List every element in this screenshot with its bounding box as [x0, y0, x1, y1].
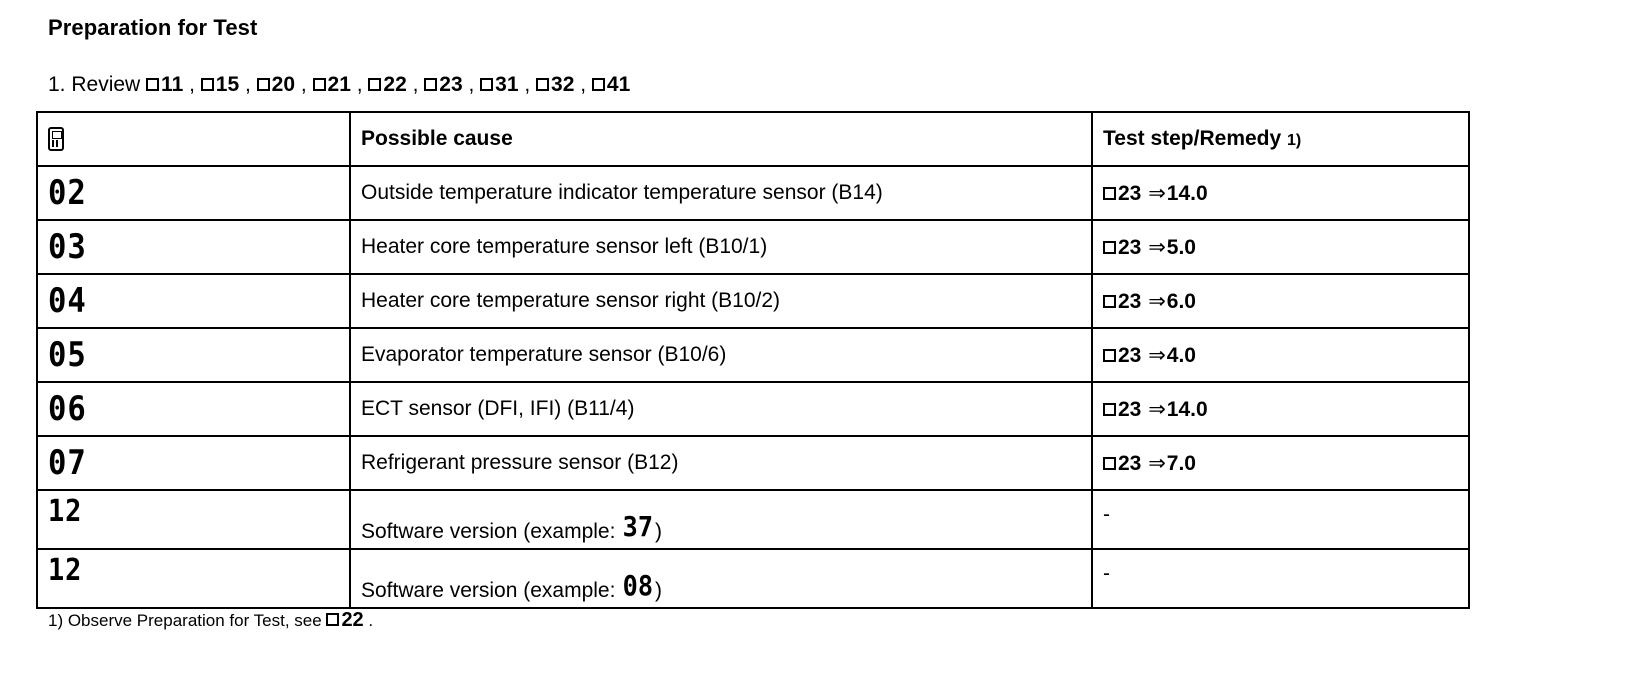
- table-row: [37, 328, 1469, 382]
- fault-code: 07: [48, 443, 87, 483]
- document-ref-icon: [1103, 295, 1116, 308]
- possible-cause: Software version (example: 08): [350, 549, 1092, 608]
- document-ref-icon: [313, 78, 326, 91]
- review-ref-23[interactable]: 23: [424, 73, 462, 96]
- document-ref-icon: [201, 78, 214, 91]
- table-row: [37, 382, 1469, 436]
- remedy-link[interactable]: 23 ⇒7.0: [1103, 452, 1196, 475]
- arrow-right-icon: ⇒: [1142, 289, 1166, 313]
- review-refs: 11 , 15 , 20 , 21 , 22 , 23 , 31 , 32 , 41: [146, 73, 630, 96]
- possible-cause: Software version (example: 37): [350, 490, 1092, 549]
- fault-code: 05: [48, 335, 87, 375]
- remedy-cell: [1092, 549, 1469, 608]
- table-row: [37, 220, 1469, 274]
- arrow-right-icon: ⇒: [1142, 451, 1166, 475]
- footnote-text: 1) Observe Preparation for Test, see: [48, 611, 327, 630]
- fault-code: 12: [48, 494, 83, 529]
- fault-code: 02: [48, 173, 87, 213]
- review-ref-22[interactable]: 22: [368, 73, 406, 96]
- remedy-cell: [1092, 490, 1469, 549]
- fault-code-cell: [37, 220, 350, 274]
- table-row: [37, 166, 1469, 220]
- review-ref-32[interactable]: 32: [536, 73, 574, 96]
- document-ref-icon: [326, 613, 339, 626]
- remedy-cell: [1092, 436, 1469, 490]
- header-code-cell: [37, 112, 350, 166]
- review-ref-31[interactable]: 31: [480, 73, 518, 96]
- fault-code-cell: [37, 436, 350, 490]
- document-ref-icon: [368, 78, 381, 91]
- table-row: [37, 490, 1469, 549]
- footnote: [48, 609, 373, 632]
- example-display: 08: [622, 569, 654, 602]
- diagnostic-tester-icon: [48, 127, 64, 151]
- remedy-cell: [1092, 274, 1469, 328]
- fault-code: 12: [48, 553, 83, 588]
- review-ref-21[interactable]: 21: [313, 73, 351, 96]
- diagnosis-table: [36, 111, 1470, 609]
- remedy-cell: [1092, 328, 1469, 382]
- possible-cause: Outside temperature indicator temperature sensor (B14): [350, 166, 1092, 220]
- fault-code: 06: [48, 389, 87, 429]
- possible-cause: Evaporator temperature sensor (B10/6): [350, 328, 1092, 382]
- fault-code-cell: [37, 274, 350, 328]
- document-ref-icon: [1103, 241, 1116, 254]
- remedy-link[interactable]: 23 ⇒4.0: [1103, 344, 1196, 367]
- remedy-cell: [1092, 166, 1469, 220]
- table-row: [37, 274, 1469, 328]
- possible-cause: Heater core temperature sensor right (B10/2): [350, 274, 1092, 328]
- possible-cause: Refrigerant pressure sensor (B12): [350, 436, 1092, 490]
- header-remedy-note: 1): [1287, 132, 1302, 149]
- header-remedy: [1092, 112, 1469, 166]
- fault-code-cell: [37, 382, 350, 436]
- review-line: [48, 73, 630, 97]
- document-ref-icon: [424, 78, 437, 91]
- arrow-right-icon: ⇒: [1142, 343, 1166, 367]
- document-ref-icon: [1103, 457, 1116, 470]
- document-ref-icon: [536, 78, 549, 91]
- remedy-link[interactable]: 23 ⇒5.0: [1103, 236, 1196, 259]
- document-ref-icon: [1103, 187, 1116, 200]
- fault-code-cell: [37, 490, 350, 549]
- review-ref-15[interactable]: 15: [201, 73, 239, 96]
- document-ref-icon: [1103, 403, 1116, 416]
- footnote-end: .: [363, 611, 374, 630]
- arrow-right-icon: ⇒: [1142, 235, 1166, 259]
- fault-code: 04: [48, 281, 87, 321]
- possible-cause: ECT sensor (DFI, IFI) (B11/4): [350, 382, 1092, 436]
- fault-code: 03: [48, 227, 87, 267]
- review-ref-20[interactable]: 20: [257, 73, 295, 96]
- arrow-right-icon: ⇒: [1142, 397, 1166, 421]
- review-ref-11[interactable]: 11: [146, 73, 183, 96]
- document-ref-icon: [146, 78, 159, 91]
- remedy-none: -: [1103, 562, 1110, 585]
- remedy-link[interactable]: 23 ⇒14.0: [1103, 398, 1208, 421]
- table-row: [37, 436, 1469, 490]
- page-title: Preparation for Test: [48, 15, 258, 40]
- example-display: 37: [622, 510, 654, 543]
- remedy-cell: [1092, 382, 1469, 436]
- document-ref-icon: [257, 78, 270, 91]
- document-ref-icon: [592, 78, 605, 91]
- fault-code-cell: [37, 549, 350, 608]
- possible-cause: Heater core temperature sensor left (B10/1): [350, 220, 1092, 274]
- header-remedy-label: Test step/Remedy: [1103, 127, 1282, 150]
- remedy-link[interactable]: 23 ⇒14.0: [1103, 182, 1208, 205]
- document-ref-icon: [1103, 349, 1116, 362]
- table-header-row: [37, 112, 1469, 166]
- remedy-none: -: [1103, 503, 1110, 526]
- fault-code-cell: [37, 166, 350, 220]
- review-ref-41[interactable]: 41: [592, 73, 630, 96]
- document-ref-icon: [480, 78, 493, 91]
- remedy-link[interactable]: 23 ⇒6.0: [1103, 290, 1196, 313]
- arrow-right-icon: ⇒: [1142, 181, 1166, 205]
- review-prefix: 1. Review: [48, 73, 141, 96]
- header-cause: Possible cause: [350, 112, 1092, 166]
- remedy-cell: [1092, 220, 1469, 274]
- fault-code-cell: [37, 328, 350, 382]
- footnote-ref[interactable]: 22: [326, 609, 363, 631]
- table-row: [37, 549, 1469, 608]
